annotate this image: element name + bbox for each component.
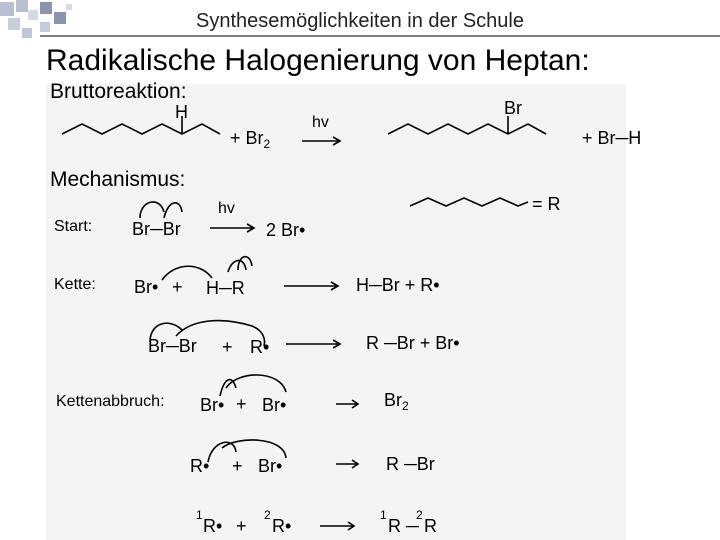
start-brbr: Br─Br — [132, 219, 181, 239]
start-hv: hv — [218, 200, 235, 217]
abbruch2-product: R ─Br — [386, 454, 435, 474]
abbruch3-r1-radical: R• — [203, 516, 223, 536]
kette1-curve-2 — [228, 260, 246, 272]
section-bruttoreaktion: Bruttoreaktion: — [50, 80, 187, 103]
abbruch3-prod-r2: R — [424, 516, 437, 536]
kette1-br-radical: Br• — [134, 277, 159, 297]
kette2-product: R ─Br + Br• — [366, 333, 460, 353]
kette1-plus: + — [172, 277, 183, 297]
brutto-br: Br — [504, 98, 522, 118]
abbruch3-sup2: 2 — [264, 508, 271, 522]
brutto-h: H — [175, 102, 188, 122]
brutto-br2-sub: 2 — [263, 137, 271, 151]
abbruch1-product-sub: 2 — [402, 399, 409, 413]
eq-r: = R — [532, 194, 561, 214]
kette-label: Kette: — [54, 276, 96, 293]
brutto-plus-br2 — [230, 128, 270, 151]
slide-title: Radikalische Halogenierung von Heptan: — [46, 44, 590, 77]
abbruch1-br-radical: Br• — [200, 395, 225, 415]
start-product: 2 Br• — [266, 220, 306, 240]
abbruch1-br-radical-2: Br• — [262, 395, 287, 415]
abbruch3-r2-radical: R• — [272, 516, 292, 536]
abbruch2-br-radical: Br• — [258, 456, 283, 476]
start-label: Start: — [54, 218, 93, 235]
abbruch1-product — [384, 390, 409, 413]
header-title: Synthesemöglichkeiten in der Schule — [196, 10, 524, 32]
kette2-brbr: Br─Br — [148, 336, 197, 356]
kette2-r-radical: R• — [250, 337, 270, 357]
start-curve-1 — [140, 202, 164, 218]
heptyl-structure — [410, 198, 528, 206]
abbruch2-plus: + — [232, 456, 243, 476]
abbruch1-plus: + — [236, 394, 247, 414]
abbruch3-prod-sup2: 2 — [416, 508, 423, 522]
abbruch3-prod-r1: R ─ — [388, 516, 419, 536]
brutto-plus-brh: + Br─H — [582, 128, 642, 148]
kette1-curve-1 — [162, 266, 212, 280]
kette1-hr: H─R — [206, 278, 245, 298]
brutto-br2-text: + Br — [230, 128, 264, 148]
abbruch1-curve-1 — [220, 380, 236, 396]
brutto-hv: hv — [312, 114, 329, 131]
abbruch3-plus: + — [236, 516, 247, 536]
abbruch1-product-text: Br — [384, 390, 402, 410]
kette2-plus: + — [222, 337, 233, 357]
kette1-product: H─Br + R• — [356, 275, 440, 295]
abbruch2-r-radical: R• — [190, 456, 210, 476]
section-mechanismus: Mechanismus: — [50, 168, 186, 191]
heptane-structure — [62, 124, 220, 134]
abbruch3-sup1: 1 — [196, 508, 203, 522]
bromoheptane-structure — [388, 124, 546, 134]
start-curve-2 — [164, 203, 182, 218]
abbruch3-prod-sup1: 1 — [380, 508, 387, 522]
abbruch-label: Kettenabbruch: — [56, 393, 165, 410]
